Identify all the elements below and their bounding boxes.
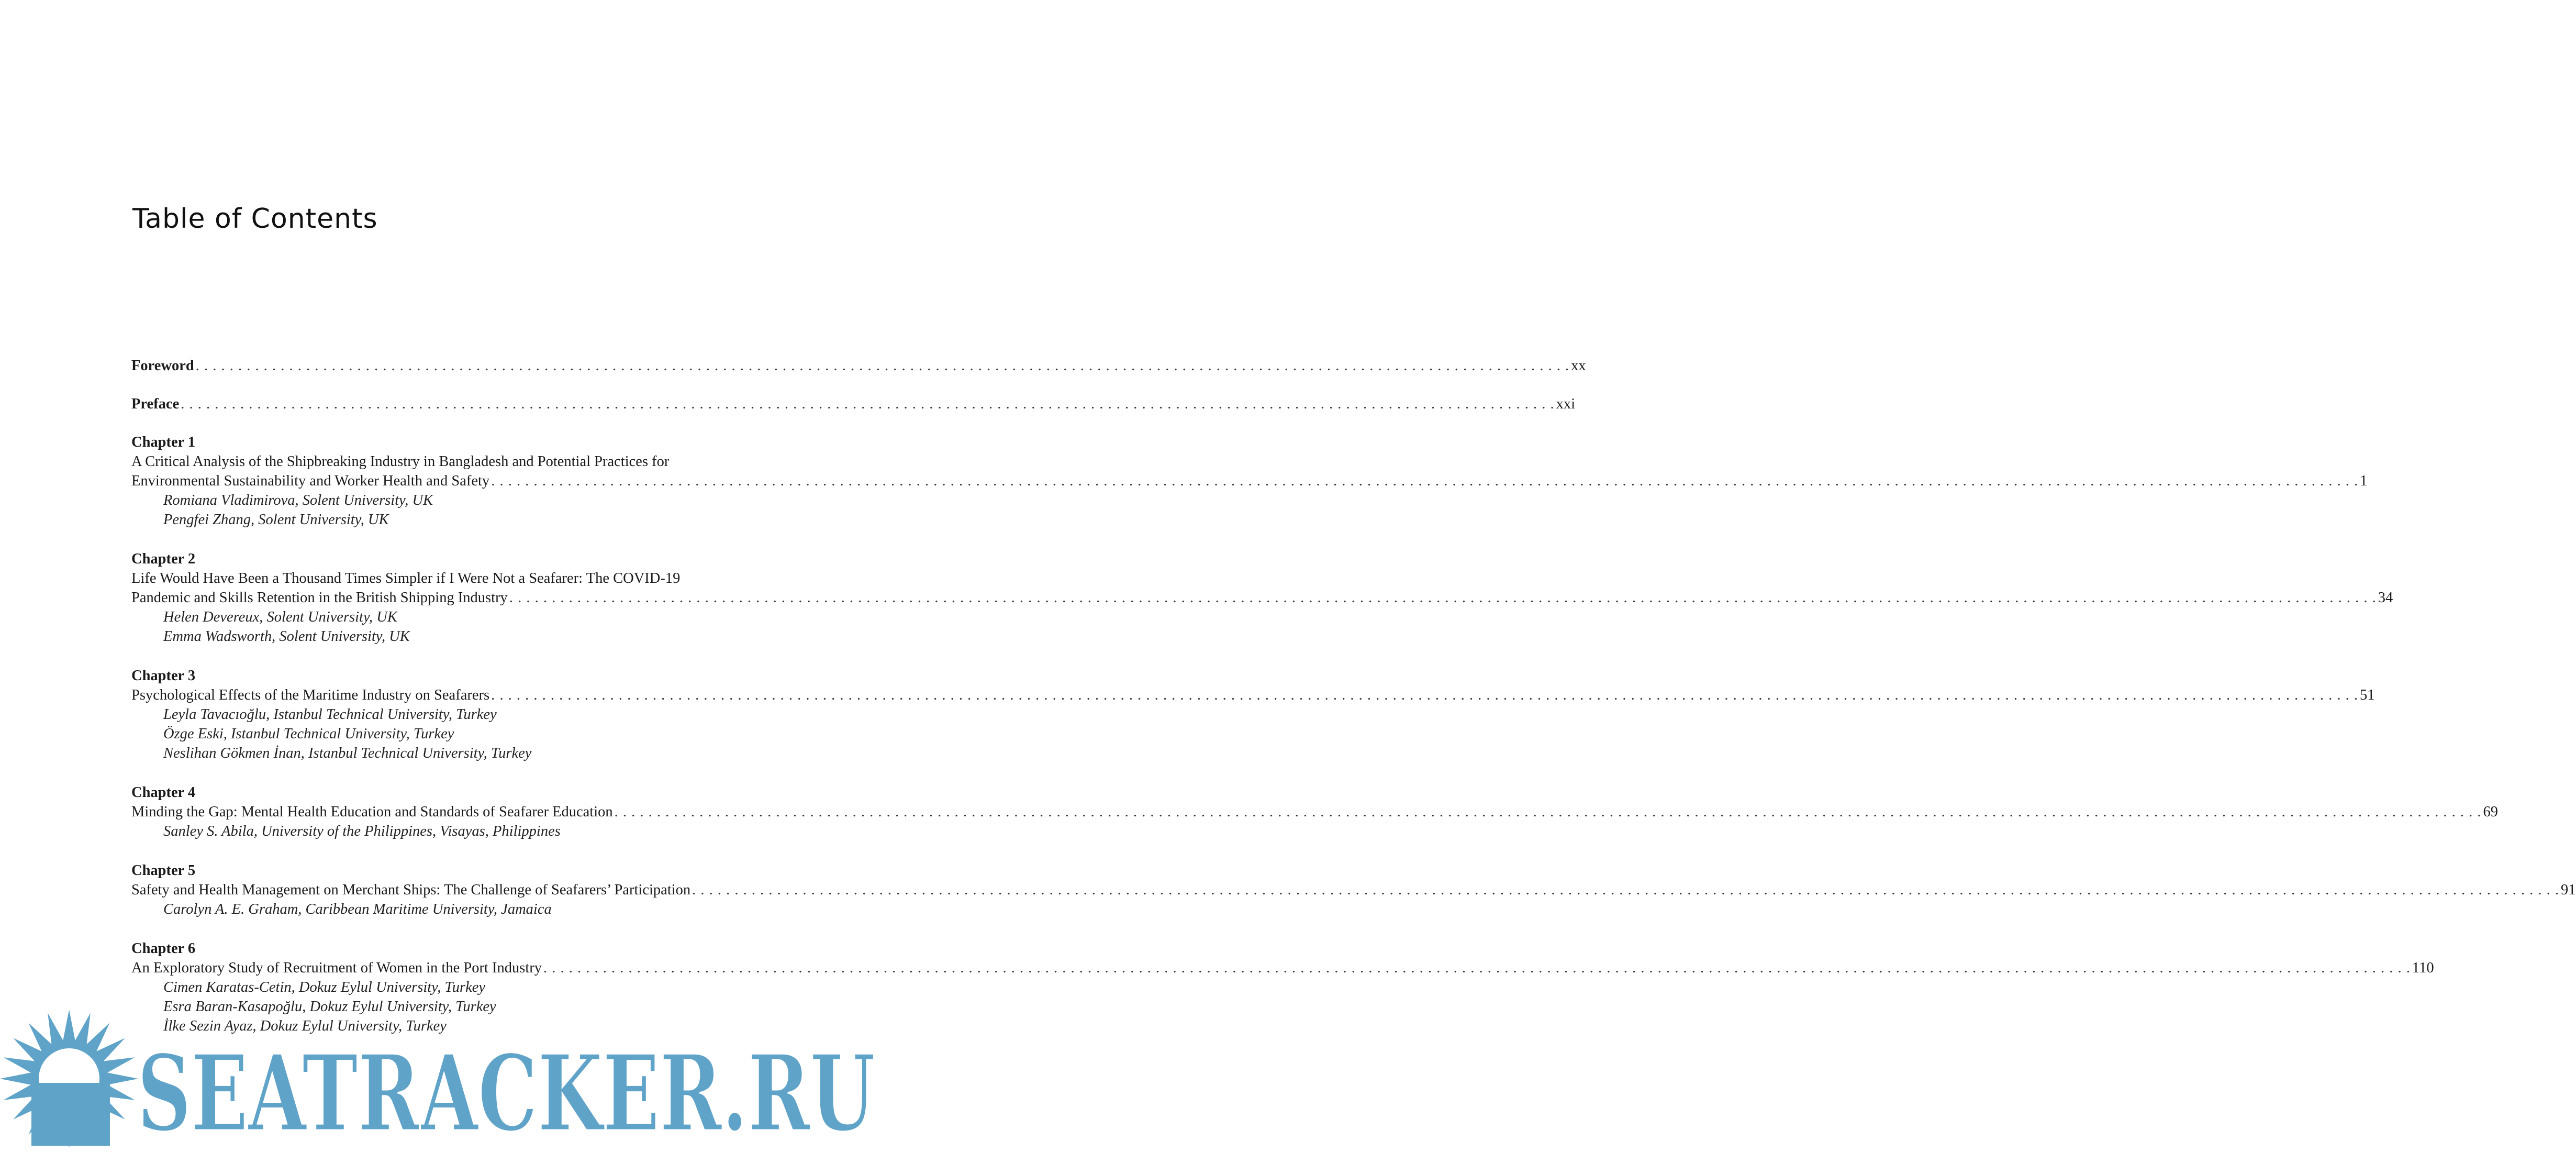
toc-page-number: 1 xyxy=(2360,473,2368,489)
chapter-title: An Exploratory Study of Recruitment of Women in the Port Industry xyxy=(131,960,542,976)
chapter-author: Sanley S. Abila, University of the Philippines, Visayas, Philippines xyxy=(163,823,561,839)
toc-page-number: xxi xyxy=(1556,396,1576,412)
chapter-author: Neslihan Gökmen İnan, Istanbul Technical University, Turkey xyxy=(163,745,532,761)
toc-entry-preface[interactable] xyxy=(131,394,1576,414)
chapter-title: Pandemic and Skills Retention in the British Shipping Industry xyxy=(131,590,508,606)
chapter-entry[interactable] xyxy=(131,666,2375,763)
toc-entry-label: Preface xyxy=(131,396,180,412)
chapter-label: Chapter 4 xyxy=(131,784,196,801)
toc-page-number: 69 xyxy=(2483,804,2499,820)
chapter-entry[interactable] xyxy=(131,861,2576,919)
chapter-title-last-line xyxy=(131,471,2368,491)
dot-leader: . . . . . . . . . . . . . . . . . . . . . . . . . . . . . . . . . . . . . . . . . . . . . . . . . . . . . . . . . . . . . . . . . . . . . . . . . . . . . . . . . . . . . . . . . . . . . . . . . . . . . . . . . . . . . . . . . . . . . . . . . . . . . . . . . . . . . . . . . . . . . . . . . . . . . . . . . . . . . . . . . . . . . . . . . . . . . . . . . . . . . . . . . . . . . . . . . . . . . . . . . . . . . . . . . . . . . . . . . . . . xyxy=(509,590,2377,606)
chapter-author: Leyla Tavacıoğlu, Istanbul Technical University, Turkey xyxy=(163,706,497,723)
chapter-title-line: Life Would Have Been a Thousand Times Simpler if I Were Not a Seafarer: The COVID-19 xyxy=(131,570,681,586)
chapter-title: Safety and Health Management on Merchant Ships: The Challenge of Seafarers’ Participation xyxy=(131,882,691,898)
chapter-label: Chapter 5 xyxy=(131,862,196,879)
chapter-entry[interactable] xyxy=(131,433,2368,529)
table-of-contents xyxy=(131,356,2576,1056)
chapter-label: Chapter 2 xyxy=(131,551,196,567)
toc-page-number: 91 xyxy=(2561,882,2576,898)
chapter-entry[interactable] xyxy=(131,783,2499,841)
chapter-author: Emma Wadsworth, Solent University, UK xyxy=(163,628,410,645)
toc-page-number: 110 xyxy=(2412,960,2434,976)
dot-leader: . . . . . . . . . . . . . . . . . . . . . . . . . . . . . . . . . . . . . . . . . . . . . . . . . . . . . . . . . . . . . . . . . . . . . . . . . . . . . . . . . . . . . . . . . . . . . . . . . . . . . . . . . . . . . . . . . . . . . . . . . . . . . . . . . . . . . . . . . . . . . . . . . . . . . . . . . . . . . . . . . . . . . . . . . . . . . . . . . . . . . . . . . . . . . . . . . . . . . . . . . . . . . . . . . . . . . . . . . . . . xyxy=(692,882,2560,898)
chapter-author: Pengfei Zhang, Solent University, UK xyxy=(163,512,389,528)
chapter-title-last-line xyxy=(131,958,2434,978)
chapter-author: Cimen Karatas-Cetin, Dokuz Eylul University, Turkey xyxy=(163,979,486,995)
dot-leader: . . . . . . . . . . . . . . . . . . . . . . . . . . . . . . . . . . . . . . . . . . . . . . . . . . . . . . . . . . . . . . . . . . . . . . . . . . . . . . . . . . . . . . . . . . . . . . . . . . . . . . . . . . . . . . . . . . . . . . . . . . . . . . . . . . . . . . . . . . . . . . . . . . . . . . . . . . . . . . . . . . . . . . . . . . . . . . . . . . . . . . . . . . . . . . . . . . . . . . . . . . . . . . . . . . . . . . . . . . . . xyxy=(491,687,2358,703)
chapter-label: Chapter 1 xyxy=(131,434,196,450)
chapter-title: Psychological Effects of the Maritime Industry on Seafarers xyxy=(131,687,490,703)
page-title: Table of Contents xyxy=(132,203,378,235)
chapter-title-last-line xyxy=(131,588,2393,607)
chapter-label: Chapter 6 xyxy=(131,940,196,957)
chapter-label: Chapter 3 xyxy=(131,668,196,684)
chapter-title: Minding the Gap: Mental Health Education and Standards of Seafarer Education xyxy=(131,804,613,820)
chapter-author: Helen Devereux, Solent University, UK xyxy=(163,609,397,625)
toc-page-number: 34 xyxy=(2378,590,2393,606)
toc-page-number: xx xyxy=(1571,358,1586,374)
dot-leader: . . . . . . . . . . . . . . . . . . . . . . . . . . . . . . . . . . . . . . . . . . . . . . . . . . . . . . . . . . . . . . . . . . . . . . . . . . . . . . . . . . . . . . . . . . . . . . . . . . . . . . . . . . . . . . . . . . . . . . . . . . . . . . . . . . . . . . . . . . . . . . . . . . . . . . . . . . . . . . . . . . . . . . . . . . . . . . . . . . . . . . . . . . . . . . . . . . . . . . . . . . . . . . . . . . . . . . . . . . . . xyxy=(491,473,2359,489)
toc-entry-label: Foreword xyxy=(131,358,194,374)
dot-leader: . . . . . . . . . . . . . . . . . . . . . . . . . . . . . . . . . . . . . . . . . . . . . . . . . . . . . . . . . . . . . . . . . . . . . . . . . . . . . . . . . . . . . . . . . . . . . . . . . . . . . . . . . . . . . . . . . . . . . . . . . . . . . . . . . . . . . . . . . . . . . . . . . . . . . . . . . . . . . . . . . . xyxy=(195,358,1570,374)
chapter-title-last-line xyxy=(131,880,2576,900)
watermark-seatracker xyxy=(0,1021,890,1152)
chapter-author: İlke Sezin Ayaz, Dokuz Eylul University, Turkey xyxy=(163,1018,447,1034)
chapter-author: Esra Baran-Kasapoğlu, Dokuz Eylul University, Turkey xyxy=(163,999,496,1015)
chapter-title-last-line xyxy=(131,685,2375,705)
dot-leader: . . . . . . . . . . . . . . . . . . . . . . . . . . . . . . . . . . . . . . . . . . . . . . . . . . . . . . . . . . . . . . . . . . . . . . . . . . . . . . . . . . . . . . . . . . . . . . . . . . . . . . . . . . . . . . . . . . . . . . . . . . . . . . . . . . . . . . . . . . . . . . . . . . . . . . . . . . . . . . . . . . xyxy=(181,396,1555,412)
toc-entry-foreword[interactable] xyxy=(131,356,1586,375)
dot-leader: . . . . . . . . . . . . . . . . . . . . . . . . . . . . . . . . . . . . . . . . . . . . . . . . . . . . . . . . . . . . . . . . . . . . . . . . . . . . . . . . . . . . . . . . . . . . . . . . . . . . . . . . . . . . . . . . . . . . . . . . . . . . . . . . . . . . . . . . . . . . . . . . . . . . . . . . . . . . . . . . . . . . . . . . . . . . . . . . . . . . . . . . . . . . . . . . . . . . . . . . . . . . . . . . . . . . . . . . . . . . xyxy=(543,960,2411,976)
dot-leader: . . . . . . . . . . . . . . . . . . . . . . . . . . . . . . . . . . . . . . . . . . . . . . . . . . . . . . . . . . . . . . . . . . . . . . . . . . . . . . . . . . . . . . . . . . . . . . . . . . . . . . . . . . . . . . . . . . . . . . . . . . . . . . . . . . . . . . . . . . . . . . . . . . . . . . . . . . . . . . . . . . . . . . . . . . . . . . . . . . . . . . . . . . . . . . . . . . . . . . . . . . . . . . . . . . . . . . . . . . . . xyxy=(614,804,2482,820)
sun-logo-icon xyxy=(0,1010,138,1148)
toc-page-number: 51 xyxy=(2359,687,2375,703)
chapter-entry[interactable] xyxy=(131,549,2393,646)
chapter-title-line: A Critical Analysis of the Shipbreaking Industry in Bangladesh and Potential Practices for xyxy=(131,453,670,470)
chapter-title: Environmental Sustainability and Worker Health and Safety xyxy=(131,473,490,489)
chapter-author: Carolyn A. E. Graham, Caribbean Maritime University, Jamaica xyxy=(163,901,552,917)
chapter-list xyxy=(131,433,2576,1036)
chapter-author: Özge Eski, Istanbul Technical University, Turkey xyxy=(163,726,454,742)
watermark-text: SEATRACKER.RU xyxy=(137,1032,875,1152)
chapter-author: Romiana Vladimirova, Solent University, UK xyxy=(163,492,433,508)
chapter-title-last-line xyxy=(131,802,2499,822)
